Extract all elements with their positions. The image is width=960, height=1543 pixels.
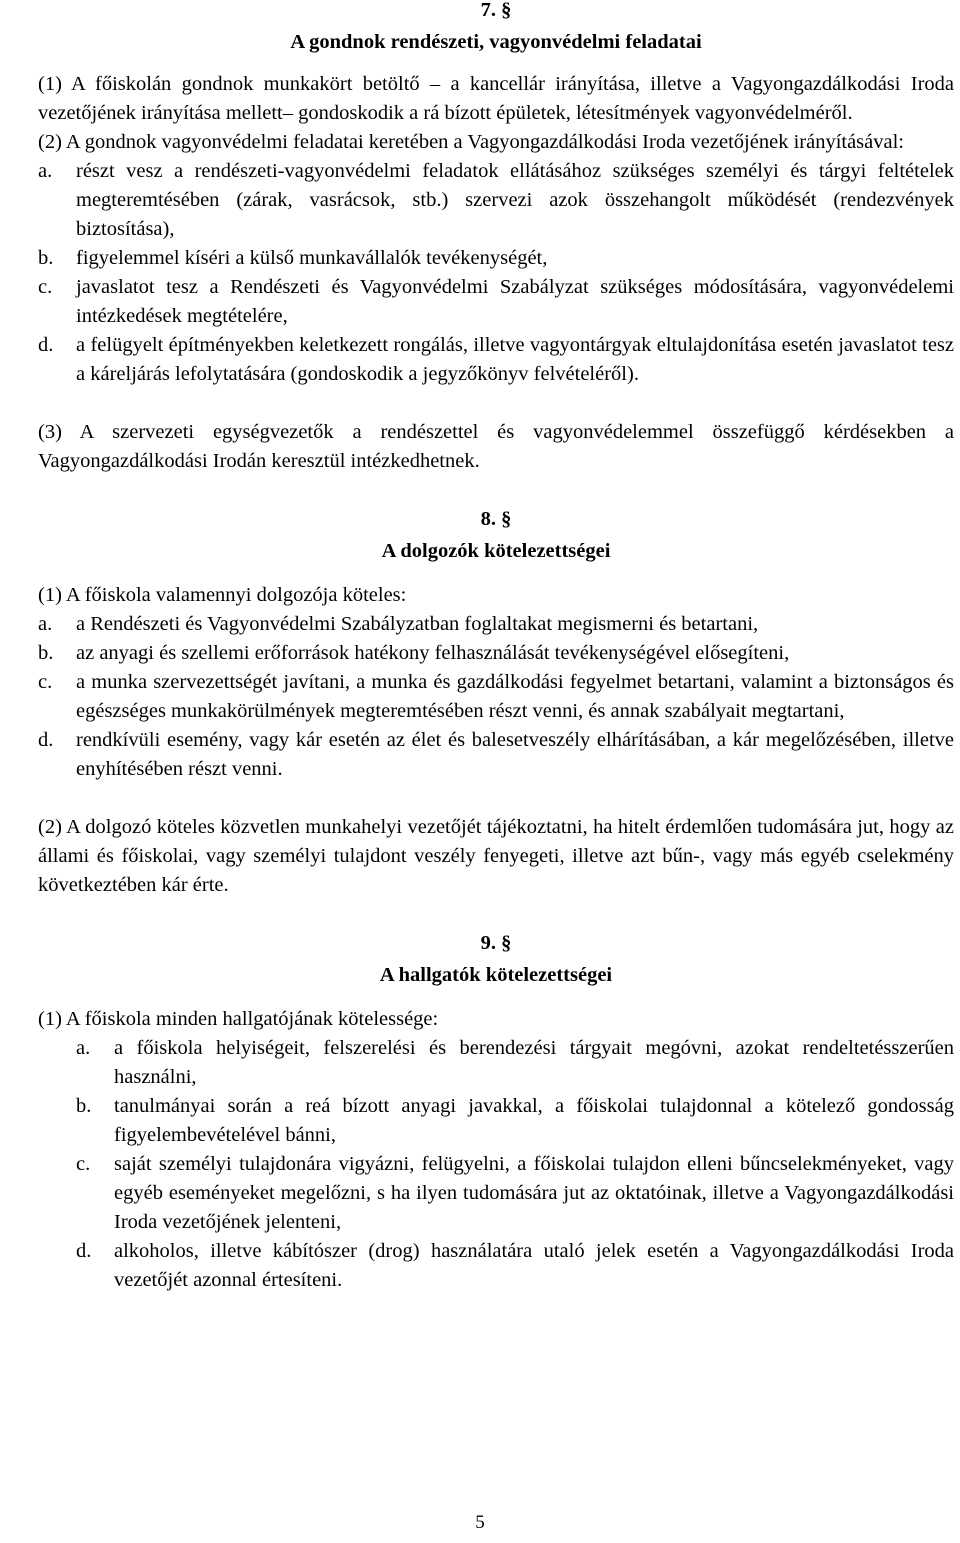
section-7-paragraph-2: (2) A gondnok vagyonvédelmi feladatai keretében a Vagyongazdálkodási Iroda vezetőjének irányításával: bbox=[38, 131, 904, 153]
section-7-number: 7. § bbox=[480, 0, 512, 21]
document-page bbox=[38, 0, 954, 1295]
list-item: d. a felügyelt építményekben keletkezett rongálás, illetve vagyontárgyak eltulajdonítása esetén javaslatot tesz a káreljárás lefolytatására (gondoskodik a jegyzőkönyv felvételéről). bbox=[38, 334, 954, 385]
list-item: a. részt vesz a rendészeti-vagyonvédelmi feladatok ellátásához szükséges személyi és tárgyi feltételek megteremtésében (zárak, vasrácsok, stb.) szervezi azok összehangolt működését (rendezvények biztosítása), bbox=[38, 160, 954, 240]
list-item: b. figyelemmel kíséri a külső munkavállalók tevékenységét, bbox=[38, 247, 548, 269]
section-9-number: 9. § bbox=[480, 932, 512, 954]
list-item: c. javaslatot tesz a Rendészeti és Vagyonvédelmi Szabályzat szükséges módosítására, vagyonvédelemi intézkedések megtételére, bbox=[38, 276, 954, 327]
list-item: b. tanulmányai során a reá bízott anyagi javakkal, a főiskolai tulajdonnal a kötelező gondosság figyelembevételével bánni, bbox=[76, 1095, 954, 1146]
section-8-title: A dolgozók kötelezettségei bbox=[381, 540, 611, 562]
page-number: 5 bbox=[475, 1512, 485, 1533]
section-9-paragraph-1: (1) A főiskola minden hallgatójának kötelessége: bbox=[38, 1008, 439, 1030]
list-item: a. a Rendészeti és Vagyonvédelmi Szabályzatban foglaltakat megismerni és betartani, bbox=[38, 613, 759, 635]
section-7-paragraph-3: (3) A szervezeti egységvezetők a rendészettel és vagyonvédelemmel összefüggő kérdésekben a Vagyongazdálkodási Irodán keresztül intézkedhetnek. bbox=[38, 421, 954, 472]
list-item: d. alkoholos, illetve kábítószer (drog) használatára utaló jelek esetén a Vagyongazdálkodási Iroda vezetőjét azonnal értesíteni. bbox=[76, 1240, 954, 1291]
list-item: c. saját személyi tulajdonára vigyázni, felügyelni, a főiskolai tulajdon elleni bűncselekményeket, vagy egyéb eseményeket megelőzni, s ha ilyen tudomására jut az oktatóinak, illetve a Vagyongazdálkodási Iroda vezetőjének jelenteni, bbox=[76, 1153, 954, 1233]
section-7-paragraph-1: (1) A főiskolán gondnok munkakört betöltő – a kancellár irányítása, illetve a Vagyongazdálkodási Iroda vezetőjének irányítása mellett– gondoskodik a rá bízott épületek, létesítmények vagyonvédelméről. bbox=[38, 73, 954, 124]
section-9-title: A hallgatók kötelezettségei bbox=[379, 964, 613, 986]
section-7-title: A gondnok rendészeti, vagyonvédelmi feladatai bbox=[290, 31, 702, 53]
list-item: d. rendkívüli esemény, vagy kár esetén az élet és balesetveszély elhárításában, a kár megelőzésében, illetve enyhítésében részt venni. bbox=[38, 729, 954, 780]
section-8-number: 8. § bbox=[480, 508, 512, 530]
list-item: c. a munka szervezettségét javítani, a munka és gazdálkodási fegyelmet betartani, valamint a biztonságos és egészséges munkakörülmények megteremtésében részt venni, és annak szabályait megtartani, bbox=[38, 671, 954, 722]
list-item: b. az anyagi és szellemi erőforrások hatékony felhasználását tevékenységével elősegíteni, bbox=[38, 642, 790, 664]
section-8-list bbox=[38, 610, 954, 784]
section-8-paragraph-1: (1) A főiskola valamennyi dolgozója köteles: bbox=[38, 584, 407, 606]
section-8-paragraph-2: (2) A dolgozó köteles közvetlen munkahelyi vezetőjét tájékoztatni, ha hitelt érdemlően tudomására jut, hogy az állami és főiskolai, vagy személyi tulajdont veszély fenyegeti, illetve azt bűn-, vagy más egyéb cselekmény következtében kár érte. bbox=[38, 816, 954, 896]
list-item: a. a főiskola helyiségeit, felszerelési és berendezési tárgyait megóvni, azokat rendeltetésszerűen használni, bbox=[76, 1037, 954, 1088]
section-7-list bbox=[38, 157, 954, 389]
section-9-list bbox=[38, 1034, 954, 1295]
